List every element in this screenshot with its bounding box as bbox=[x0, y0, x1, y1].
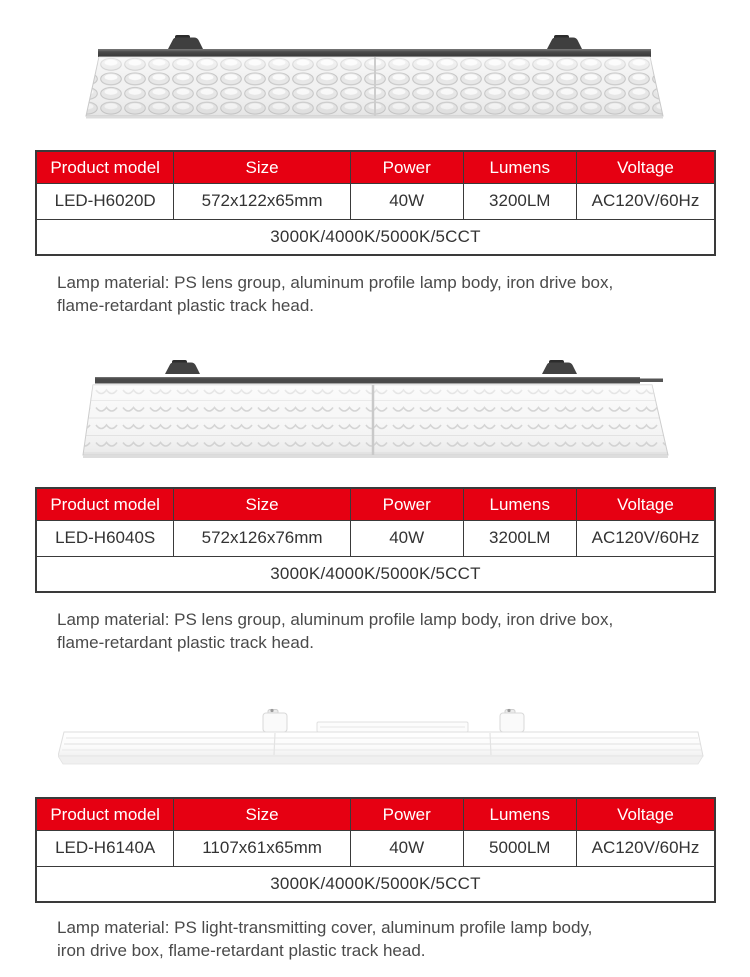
cell-voltage: AC120V/60Hz bbox=[576, 831, 715, 867]
cell-model: LED-H6020D bbox=[36, 184, 174, 220]
cell-cct-options: 3000K/4000K/5000K/5CCT bbox=[36, 866, 715, 902]
table-header-row bbox=[36, 151, 715, 184]
cell-cct-options: 3000K/4000K/5000K/5CCT bbox=[36, 556, 715, 592]
col-header-voltage: Voltage bbox=[576, 151, 715, 184]
col-header-lumens: Lumens bbox=[463, 798, 576, 831]
cell-size: 572x126x76mm bbox=[174, 521, 351, 557]
cell-voltage: AC120V/60Hz bbox=[576, 184, 715, 220]
track-clip-left bbox=[168, 35, 203, 49]
track-clip-left bbox=[263, 709, 287, 732]
col-header-voltage: Voltage bbox=[576, 798, 715, 831]
col-header-size: Size bbox=[174, 488, 351, 521]
table-cct-row bbox=[36, 219, 715, 255]
table-data-row bbox=[36, 521, 715, 557]
material-line-1: Lamp material: PS lens group, aluminum profile lamp body, iron drive box, bbox=[57, 610, 614, 629]
table-data-row bbox=[36, 831, 715, 867]
cell-power: 40W bbox=[350, 521, 463, 557]
product-image-led-h6020d bbox=[85, 35, 665, 120]
spec-table-led-h6140a bbox=[35, 797, 716, 903]
col-header-size: Size bbox=[174, 798, 351, 831]
col-header-product-model: Product model bbox=[36, 151, 174, 184]
driver-box bbox=[317, 722, 468, 732]
material-line-2: flame-retardant plastic track head. bbox=[57, 296, 315, 315]
track-clip-left bbox=[165, 360, 200, 374]
cell-model: LED-H6040S bbox=[36, 521, 174, 557]
table-cct-row bbox=[36, 866, 715, 902]
product-image-led-h6040s bbox=[78, 358, 673, 463]
col-header-power: Power bbox=[350, 798, 463, 831]
col-header-power: Power bbox=[350, 488, 463, 521]
cell-model: LED-H6140A bbox=[36, 831, 174, 867]
track-clip-right bbox=[547, 35, 582, 49]
lamp-body bbox=[58, 732, 703, 764]
cell-lumens: 5000LM bbox=[463, 831, 576, 867]
material-description bbox=[57, 608, 697, 654]
col-header-product-model: Product model bbox=[36, 488, 174, 521]
cell-voltage: AC120V/60Hz bbox=[576, 521, 715, 557]
led-panel-illustration bbox=[78, 358, 673, 463]
led-panel-illustration bbox=[85, 35, 665, 120]
track-clip-right bbox=[500, 709, 524, 732]
cell-power: 40W bbox=[350, 184, 463, 220]
cell-lumens: 3200LM bbox=[463, 521, 576, 557]
table-header-row bbox=[36, 798, 715, 831]
cell-size: 572x122x65mm bbox=[174, 184, 351, 220]
col-header-power: Power bbox=[350, 151, 463, 184]
col-header-lumens: Lumens bbox=[463, 151, 576, 184]
col-header-lumens: Lumens bbox=[463, 488, 576, 521]
lamp-bottom-lip bbox=[58, 756, 703, 764]
spec-table-led-h6020d bbox=[35, 150, 716, 256]
material-description bbox=[57, 916, 717, 962]
cell-power: 40W bbox=[350, 831, 463, 867]
col-header-voltage: Voltage bbox=[576, 488, 715, 521]
track-clip-right bbox=[542, 360, 577, 374]
col-header-size: Size bbox=[174, 151, 351, 184]
spec-table-led-h6040s bbox=[35, 487, 716, 593]
col-header-product-model: Product model bbox=[36, 798, 174, 831]
cell-cct-options: 3000K/4000K/5000K/5CCT bbox=[36, 219, 715, 255]
cell-lumens: 3200LM bbox=[463, 184, 576, 220]
led-linear-light-illustration bbox=[58, 706, 708, 778]
material-line-1: Lamp material: PS lens group, aluminum profile lamp body, iron drive box, bbox=[57, 273, 614, 292]
product-image-led-h6140a bbox=[58, 706, 708, 778]
material-line-2: iron drive box, flame-retardant plastic track head. bbox=[57, 941, 426, 960]
table-data-row bbox=[36, 184, 715, 220]
material-line-1: Lamp material: PS light-transmitting cover, aluminum profile lamp body, bbox=[57, 918, 593, 937]
cell-size: 1107x61x65mm bbox=[174, 831, 351, 867]
material-line-2: flame-retardant plastic track head. bbox=[57, 633, 315, 652]
material-description bbox=[57, 271, 697, 317]
table-header-row bbox=[36, 488, 715, 521]
table-cct-row bbox=[36, 556, 715, 592]
